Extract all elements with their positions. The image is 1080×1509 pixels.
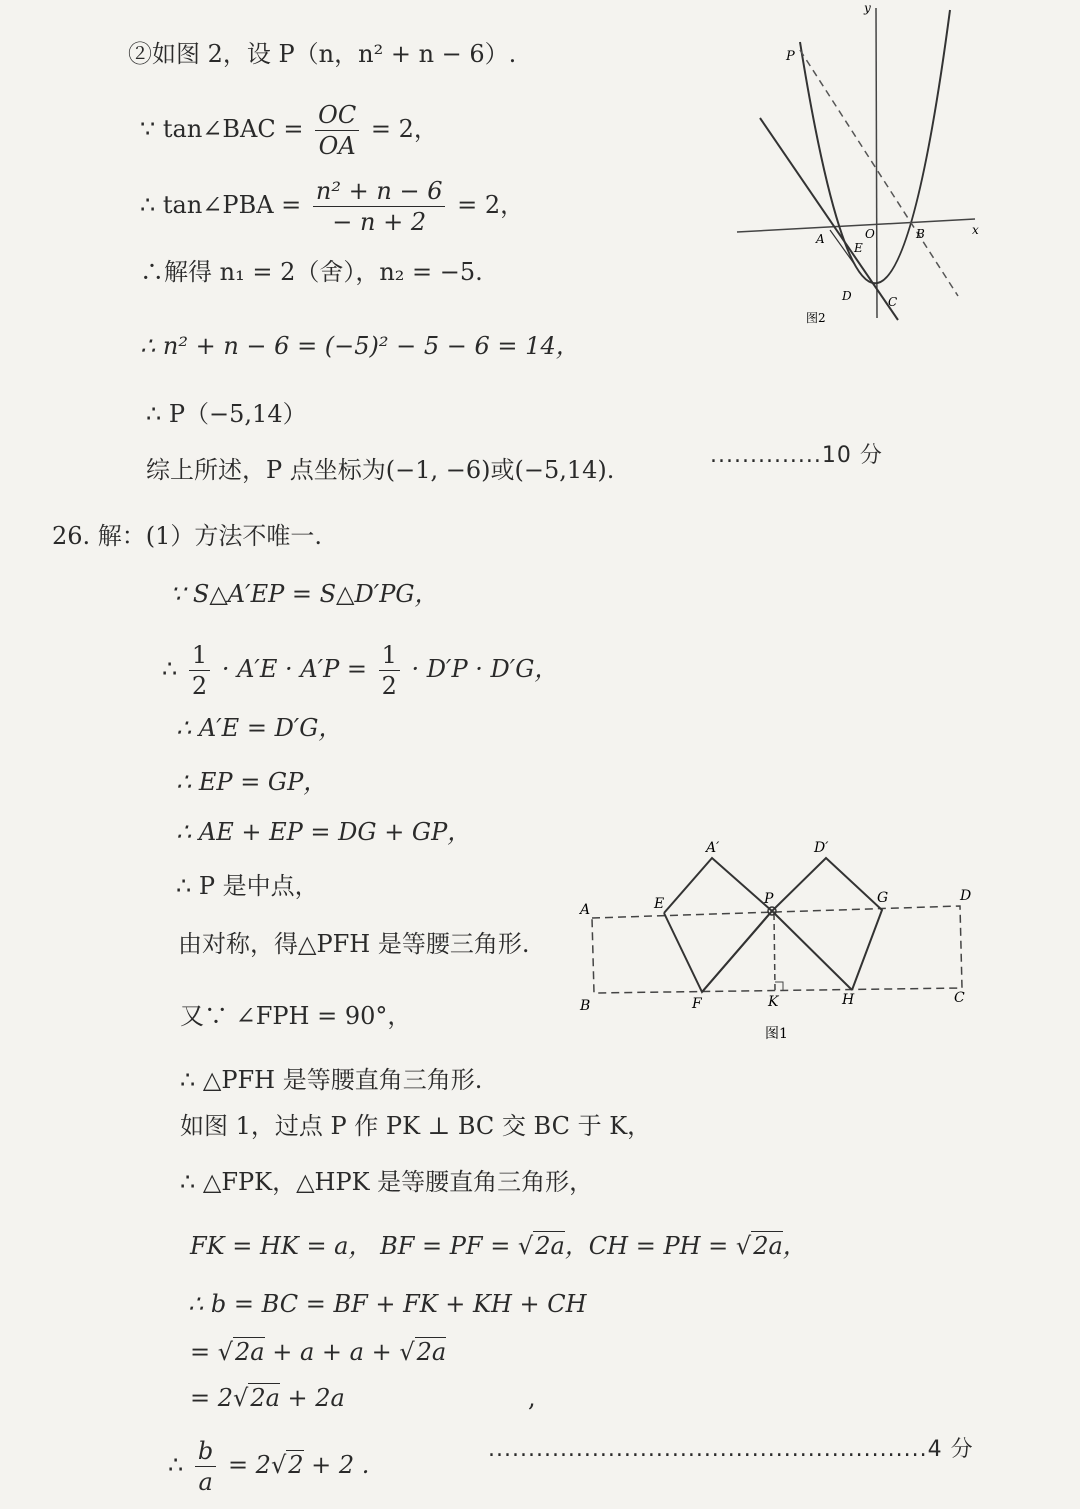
rectangle-abcd-dashed: [592, 906, 962, 993]
figure-2: [730, 0, 990, 340]
q26-line-lengths: [190, 1232, 807, 1261]
y-axis: [876, 8, 877, 318]
label-k: K: [768, 994, 779, 1010]
therefore-mark: ∴: [168, 1451, 184, 1479]
radical: 2a: [250, 1384, 280, 1412]
ratio-eq: = 2√: [227, 1451, 287, 1479]
figure-1-caption: 图1: [765, 1026, 788, 1042]
label-d-prime: D′: [814, 840, 829, 856]
product-right: · D′P · D′G，: [411, 655, 559, 683]
label-e: E: [854, 241, 863, 255]
dashed-line-pb: [800, 50, 958, 296]
product-left: · A′E · A′P =: [221, 655, 367, 683]
segment-ph: [772, 911, 852, 990]
label-d: D: [960, 888, 972, 904]
radical: 2a: [416, 1338, 447, 1366]
q26-line-b-expand: [190, 1338, 446, 1367]
line-p-point: ∴ P（−5,14）: [146, 400, 307, 428]
radical: 2: [288, 1451, 304, 1479]
label-o: O: [865, 227, 875, 241]
line-compute: ∴ n² + n − 6 = (−5)² − 5 − 6 = 14，: [140, 332, 580, 360]
length-part-2: ，CH = PH = √: [564, 1232, 752, 1260]
label-h: H: [842, 992, 855, 1008]
label-f: F: [692, 996, 702, 1012]
score-10: ..............10 分: [710, 443, 883, 468]
simplify-part-2: + 2a: [279, 1384, 345, 1412]
fraction-half: [379, 640, 400, 701]
fraction-numerator: OC: [315, 100, 359, 131]
figure-1: [570, 830, 990, 1050]
label-b: B: [580, 998, 591, 1014]
radical: 2a: [235, 1338, 265, 1366]
q26-line-ep-gp: ∴ EP = GP，: [176, 768, 328, 796]
fraction-half: [189, 640, 210, 701]
tan-bac-lhs: ∵ tan∠BAC =: [140, 115, 304, 143]
q26-line-midpoint: ∴ P 是中点，: [176, 872, 319, 900]
q26-line-ae-dg: ∴ A′E = D′G，: [176, 714, 343, 742]
label-p: P: [786, 49, 795, 64]
figure-2-caption: 图2: [806, 311, 826, 325]
label-c: C: [888, 295, 898, 309]
ratio-end: + 2 .: [303, 1451, 370, 1479]
q26-line-isosceles-right: ∴ △PFH 是等腰直角三角形.: [180, 1066, 483, 1094]
tan-bac-rhs: = 2，: [370, 115, 438, 143]
q26-line-b-sum: ∴ b = BC = BF + FK + KH + CH: [188, 1290, 587, 1318]
segment-pk-dashed: [774, 914, 775, 990]
q26-line-ratio: [168, 1436, 369, 1497]
q26-line-sum: ∴ AE + EP = DG + GP，: [176, 818, 472, 846]
line-tan-pba: [140, 176, 524, 237]
x-axis: [737, 219, 975, 232]
line-set-p: ②如图 2，设 P（n，n² + n − 6）.: [128, 40, 517, 68]
line-summary: 综上所述，P 点坐标为(−1, −6)或(−5,14).: [146, 456, 615, 484]
q26-heading: 26. 解：(1）方法不唯一.: [52, 522, 323, 550]
label-p: P: [764, 891, 774, 907]
therefore-mark: ∴: [162, 655, 178, 683]
q26-line-b-simplify: [190, 1384, 345, 1413]
line-solve-n: ∴解得 n₁ = 2（舍），n₂ = −5.: [140, 258, 483, 286]
fraction-b-over-a: [195, 1436, 216, 1497]
radical: 2a: [535, 1232, 565, 1260]
fraction-denominator: 2: [381, 672, 397, 700]
q26-line-half-products: [162, 640, 558, 701]
length-end: ，: [782, 1232, 807, 1260]
tan-pba-lhs: ∴ tan∠PBA =: [140, 191, 302, 219]
fold-right: [772, 858, 882, 990]
simplify-part-1: = 2√: [190, 1384, 249, 1412]
expand-part-1: = √: [190, 1338, 234, 1366]
label-d: D: [842, 289, 852, 303]
label-y: y: [864, 1, 871, 15]
q26-line-perpendicular: 如图 1，过点 P 作 PK ⊥ BC 交 BC 于 K，: [180, 1112, 652, 1140]
label-a-prime: A′: [706, 840, 720, 856]
q26-line-symmetry: 由对称，得△PFH 是等腰三角形.: [178, 930, 530, 958]
fraction-numerator: b: [195, 1436, 216, 1467]
fraction-numerator: 1: [189, 640, 210, 671]
fraction-oc-oa: [315, 100, 359, 161]
score-4: .......................................................4 分: [488, 1437, 974, 1462]
fold-left: [664, 858, 772, 992]
length-part-1: FK = HK = a， BF = PF = √: [190, 1232, 534, 1260]
fraction-denominator: OA: [318, 132, 356, 160]
expand-part-2: + a + a + √: [264, 1338, 415, 1366]
fraction-numerator: 1: [379, 640, 400, 671]
label-g: G: [877, 890, 889, 906]
stray-comma: ,: [528, 1384, 536, 1412]
q26-line-triangles: ∴ △FPK，△HPK 是等腰直角三角形，: [180, 1168, 594, 1196]
segment-pf: [702, 911, 772, 992]
label-a: A: [580, 902, 591, 918]
radical: 2a: [753, 1232, 783, 1260]
label-x: x: [972, 223, 979, 237]
line-tan-bac: [140, 100, 438, 161]
fraction-numerator: n² + n − 6: [313, 176, 446, 207]
label-b: B: [916, 227, 925, 241]
fraction-denominator: 2: [191, 672, 208, 700]
tan-pba-rhs: = 2，: [457, 191, 525, 219]
fraction-denominator: − n + 2: [332, 208, 427, 236]
fraction-n-expression: [313, 176, 446, 237]
right-angle-mark: [775, 982, 783, 990]
label-c: C: [954, 990, 965, 1006]
fraction-denominator: a: [198, 1468, 213, 1496]
label-a: A: [816, 232, 825, 246]
q26-line-angle: 又∵ ∠FPH = 90°，: [180, 1002, 412, 1030]
label-e: E: [654, 896, 665, 912]
q26-line-areas: ∵ S△A′EP = S△D′PG，: [170, 580, 439, 608]
